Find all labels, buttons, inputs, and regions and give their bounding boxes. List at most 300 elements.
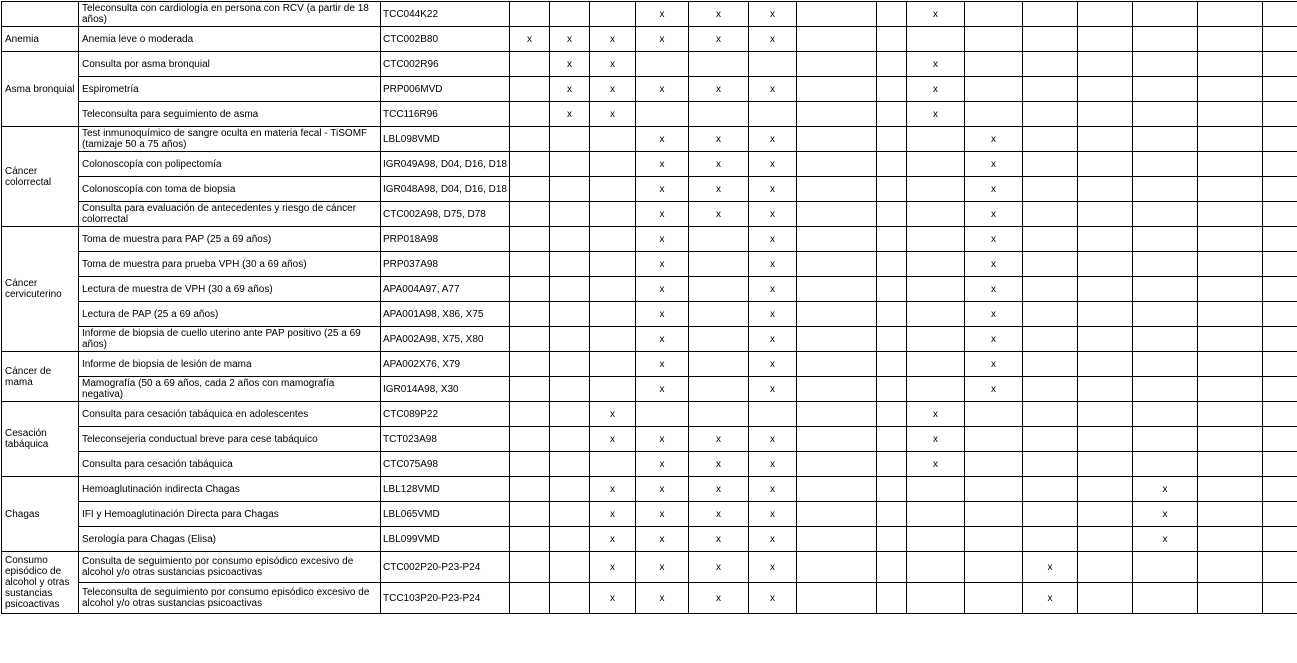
mark-cell (1198, 152, 1263, 177)
mark-cell: x (636, 202, 689, 227)
mark-cell (1133, 552, 1198, 583)
mark-cell (907, 352, 965, 377)
mark-cell (965, 52, 1023, 77)
code-cell: CTC002P20-P23-P24 (381, 552, 510, 583)
mark-cell: x (590, 477, 636, 502)
mark-cell (550, 477, 590, 502)
mark-cell: x (689, 152, 749, 177)
mark-cell (550, 402, 590, 427)
mark-cell (550, 552, 590, 583)
code-cell: APA004A97, A77 (381, 277, 510, 302)
code-cell: APA001A98, X86, X75 (381, 302, 510, 327)
mark-cell (1023, 352, 1078, 377)
mark-cell: x (749, 2, 797, 27)
practice-cell: Consulta para cesación tabáquica (79, 452, 381, 477)
mark-cell (1078, 102, 1133, 127)
mark-cell: x (550, 77, 590, 102)
table-row (2, 402, 1297, 427)
mark-cell (510, 152, 550, 177)
mark-cell (1263, 427, 1297, 452)
mark-cell: x (749, 77, 797, 102)
practice-cell: Informe de biopsia de cuello uterino ante PAP positivo (25 a 69 años) (79, 327, 381, 352)
table-row (2, 102, 1297, 127)
mark-cell (1023, 177, 1078, 202)
mark-cell: x (636, 427, 689, 452)
mark-cell (1263, 77, 1297, 102)
practice-cell: Lectura de PAP (25 a 69 años) (79, 302, 381, 327)
mark-cell (1133, 127, 1198, 152)
mark-cell (510, 52, 550, 77)
code-cell: TCC103P20-P23-P24 (381, 583, 510, 614)
mark-cell (1263, 252, 1297, 277)
mark-cell (1023, 27, 1078, 52)
mark-cell (797, 52, 877, 77)
mark-cell: x (590, 583, 636, 614)
mark-cell (965, 102, 1023, 127)
mark-cell (1198, 402, 1263, 427)
mark-cell (1133, 302, 1198, 327)
mark-cell (1198, 127, 1263, 152)
mark-cell: x (907, 2, 965, 27)
mark-cell: x (590, 552, 636, 583)
mark-cell (749, 52, 797, 77)
mark-cell: x (907, 452, 965, 477)
mark-cell (1263, 152, 1297, 177)
mark-cell (965, 427, 1023, 452)
mark-cell (1263, 52, 1297, 77)
mark-cell (797, 452, 877, 477)
mark-cell (1198, 102, 1263, 127)
mark-cell (877, 2, 907, 27)
mark-cell (877, 502, 907, 527)
mark-cell (1023, 52, 1078, 77)
mark-cell (510, 527, 550, 552)
mark-cell (510, 402, 550, 427)
mark-cell (965, 2, 1023, 27)
mark-cell (1133, 102, 1198, 127)
table-row (2, 2, 1297, 27)
mark-cell (1133, 352, 1198, 377)
mark-cell: x (749, 477, 797, 502)
code-cell: PRP006MVD (381, 77, 510, 102)
mark-cell (1023, 527, 1078, 552)
mark-cell (1078, 402, 1133, 427)
mark-cell (1198, 477, 1263, 502)
mark-cell (590, 352, 636, 377)
mark-cell (550, 377, 590, 402)
mark-cell (749, 102, 797, 127)
mark-cell (1023, 102, 1078, 127)
mark-cell (550, 583, 590, 614)
mark-cell (1023, 477, 1078, 502)
mark-cell (1023, 252, 1078, 277)
mark-cell (1023, 427, 1078, 452)
practice-cell: Espirometría (79, 77, 381, 102)
mark-cell (797, 127, 877, 152)
mark-cell: x (689, 527, 749, 552)
mark-cell: x (1133, 502, 1198, 527)
mark-cell: x (636, 277, 689, 302)
mark-cell: x (636, 177, 689, 202)
mark-cell: x (636, 352, 689, 377)
mark-cell: x (749, 202, 797, 227)
group-label (2, 2, 79, 27)
mark-cell (689, 402, 749, 427)
practice-cell: Toma de muestra para prueba VPH (30 a 69 años) (79, 252, 381, 277)
mark-cell (510, 377, 550, 402)
mark-cell (1133, 152, 1198, 177)
mark-cell: x (590, 527, 636, 552)
mark-cell: x (689, 2, 749, 27)
mark-cell (1263, 402, 1297, 427)
mark-cell (907, 127, 965, 152)
mark-cell: x (965, 177, 1023, 202)
mark-cell: x (689, 502, 749, 527)
group-label: Chagas (2, 477, 79, 552)
mark-cell (550, 227, 590, 252)
mark-cell: x (749, 152, 797, 177)
mark-cell: x (965, 152, 1023, 177)
mark-cell (1198, 452, 1263, 477)
mark-cell (907, 327, 965, 352)
code-cell: APA002X76, X79 (381, 352, 510, 377)
mark-cell (1133, 2, 1198, 27)
mark-cell (1133, 402, 1198, 427)
mark-cell (1078, 202, 1133, 227)
mark-cell (510, 177, 550, 202)
mark-cell (1133, 227, 1198, 252)
mark-cell (510, 127, 550, 152)
practice-cell: IFI y Hemoaglutinación Directa para Chagas (79, 502, 381, 527)
mark-cell (877, 277, 907, 302)
mark-cell (636, 52, 689, 77)
code-cell: CTC002A98, D75, D78 (381, 202, 510, 227)
mark-cell (1198, 227, 1263, 252)
code-cell: TCT023A98 (381, 427, 510, 452)
mark-cell (1078, 252, 1133, 277)
table-row (2, 452, 1297, 477)
mark-cell (590, 327, 636, 352)
mark-cell (1133, 52, 1198, 77)
mark-cell: x (550, 102, 590, 127)
mark-cell (1263, 2, 1297, 27)
table-row (2, 352, 1297, 377)
mark-cell (590, 2, 636, 27)
mark-cell (1078, 327, 1133, 352)
table-row (2, 252, 1297, 277)
mark-cell (689, 277, 749, 302)
mark-cell (590, 452, 636, 477)
mark-cell (1198, 52, 1263, 77)
mark-cell (550, 277, 590, 302)
mark-cell: x (689, 127, 749, 152)
mark-cell (1198, 2, 1263, 27)
mark-cell (1023, 227, 1078, 252)
mark-cell (907, 502, 965, 527)
mark-cell (797, 402, 877, 427)
group-label: Cáncer colorrectal (2, 127, 79, 227)
mark-cell (1263, 352, 1297, 377)
mark-cell (590, 152, 636, 177)
mark-cell (797, 102, 877, 127)
mark-cell: x (965, 252, 1023, 277)
mark-cell (590, 377, 636, 402)
mark-cell: x (1133, 527, 1198, 552)
mark-cell: x (965, 277, 1023, 302)
mark-cell: x (749, 27, 797, 52)
code-cell: IGR014A98, X30 (381, 377, 510, 402)
mark-cell: x (689, 552, 749, 583)
mark-cell (510, 502, 550, 527)
mark-cell (1023, 402, 1078, 427)
table-row (2, 377, 1297, 402)
mark-cell: x (689, 452, 749, 477)
practice-cell: Consulta de seguimiento por consumo episódico excesivo de alcohol y/o otras sustancias psicoactivas (79, 552, 381, 583)
mark-cell (510, 477, 550, 502)
mark-cell (550, 152, 590, 177)
mark-cell: x (510, 27, 550, 52)
mark-cell (1133, 427, 1198, 452)
mark-cell (1023, 152, 1078, 177)
mark-cell: x (590, 102, 636, 127)
mark-cell (1078, 227, 1133, 252)
mark-cell: x (590, 402, 636, 427)
mark-cell (965, 502, 1023, 527)
mark-cell (590, 302, 636, 327)
mark-cell (1078, 27, 1133, 52)
mark-cell (510, 427, 550, 452)
mark-cell (510, 227, 550, 252)
mark-cell: x (636, 227, 689, 252)
mark-cell (510, 102, 550, 127)
mark-cell (550, 177, 590, 202)
mark-cell (1133, 452, 1198, 477)
mark-cell (877, 327, 907, 352)
table-row (2, 27, 1297, 52)
mark-cell (965, 452, 1023, 477)
practice-cell: Teleconsulta con cardiología en persona con RCV (a partir de 18 años) (79, 2, 381, 27)
mark-cell (797, 583, 877, 614)
mark-cell: x (550, 27, 590, 52)
mark-cell (797, 227, 877, 252)
mark-cell (1078, 427, 1133, 452)
mark-cell (1023, 502, 1078, 527)
mark-cell (797, 427, 877, 452)
mark-cell (907, 27, 965, 52)
mark-cell (1198, 77, 1263, 102)
mark-cell: x (749, 552, 797, 583)
mark-cell: x (1023, 552, 1078, 583)
mark-cell (550, 252, 590, 277)
code-cell: LBL098VMD (381, 127, 510, 152)
practice-cell: Informe de biopsia de lesión de mama (79, 352, 381, 377)
mark-cell (1078, 352, 1133, 377)
code-cell: IGR049A98, D04, D16, D18 (381, 152, 510, 177)
mark-cell (1078, 152, 1133, 177)
mark-cell (1078, 477, 1133, 502)
mark-cell (1023, 302, 1078, 327)
mark-cell (797, 252, 877, 277)
practice-cell: Teleconsejeria conductual breve para cese tabáquico (79, 427, 381, 452)
mark-cell: x (965, 127, 1023, 152)
mark-cell: x (636, 152, 689, 177)
mark-cell: x (636, 477, 689, 502)
code-cell: PRP018A98 (381, 227, 510, 252)
mark-cell: x (636, 583, 689, 614)
table-row (2, 202, 1297, 227)
mark-cell: x (907, 77, 965, 102)
mark-cell (1198, 583, 1263, 614)
mark-cell: x (965, 352, 1023, 377)
practice-cell: Colonoscopía con polipectomía (79, 152, 381, 177)
mark-cell (689, 327, 749, 352)
mark-cell: x (636, 252, 689, 277)
mark-cell: x (965, 202, 1023, 227)
mark-cell (877, 527, 907, 552)
mark-cell: x (749, 427, 797, 452)
code-cell: LBL128VMD (381, 477, 510, 502)
mark-cell (907, 202, 965, 227)
mark-cell (1263, 327, 1297, 352)
table-row (2, 152, 1297, 177)
mark-cell (1198, 277, 1263, 302)
mark-cell (1023, 327, 1078, 352)
practice-cell: Hemoaglutinación indirecta Chagas (79, 477, 381, 502)
mark-cell (1023, 277, 1078, 302)
mark-cell (1198, 527, 1263, 552)
mark-cell (550, 427, 590, 452)
table-row (2, 583, 1297, 614)
mark-cell: x (749, 277, 797, 302)
code-cell: CTC075A98 (381, 452, 510, 477)
mark-cell (797, 277, 877, 302)
mark-cell: x (689, 27, 749, 52)
mark-cell (1263, 477, 1297, 502)
mark-cell (550, 502, 590, 527)
mark-cell (1023, 127, 1078, 152)
mark-cell (877, 177, 907, 202)
mark-cell (1133, 377, 1198, 402)
mark-cell (550, 352, 590, 377)
mark-cell (510, 352, 550, 377)
table-row (2, 427, 1297, 452)
mark-cell: x (636, 127, 689, 152)
mark-cell (510, 302, 550, 327)
mark-cell (1078, 177, 1133, 202)
mark-cell (1078, 452, 1133, 477)
mark-cell (907, 302, 965, 327)
table-row (2, 527, 1297, 552)
mark-cell: x (636, 27, 689, 52)
mark-cell (877, 252, 907, 277)
practice-cell: Consulta para evaluación de antecedentes y riesgo de cáncer colorrectal (79, 202, 381, 227)
mark-cell: x (636, 502, 689, 527)
mark-cell (550, 452, 590, 477)
mark-cell (1198, 427, 1263, 452)
mark-cell (749, 402, 797, 427)
mark-cell (907, 377, 965, 402)
mark-cell (877, 102, 907, 127)
mark-cell: x (1023, 583, 1078, 614)
mark-cell (1198, 327, 1263, 352)
mark-cell (1263, 583, 1297, 614)
mark-cell (797, 502, 877, 527)
mark-cell (877, 427, 907, 452)
group-label: Cáncer de mama (2, 352, 79, 402)
mark-cell (1198, 202, 1263, 227)
mark-cell (907, 477, 965, 502)
mark-cell (965, 583, 1023, 614)
mark-cell (1263, 227, 1297, 252)
mark-cell (877, 77, 907, 102)
mark-cell (907, 552, 965, 583)
mark-cell: x (749, 327, 797, 352)
mark-cell (689, 377, 749, 402)
mark-cell (907, 527, 965, 552)
code-cell: LBL099VMD (381, 527, 510, 552)
mark-cell (1198, 377, 1263, 402)
mark-cell (1198, 177, 1263, 202)
mark-cell (550, 302, 590, 327)
mark-cell (1078, 552, 1133, 583)
group-label: Asma bronquial (2, 52, 79, 127)
group-label: Anemia (2, 27, 79, 52)
practice-cell: Toma de muestra para PAP (25 a 69 años) (79, 227, 381, 252)
mark-cell: x (749, 502, 797, 527)
mark-cell (907, 177, 965, 202)
mark-cell (1078, 527, 1133, 552)
mark-cell (797, 352, 877, 377)
mark-cell (797, 377, 877, 402)
practice-cell: Anemia leve o moderada (79, 27, 381, 52)
mark-cell (1078, 77, 1133, 102)
code-cell: LBL065VMD (381, 502, 510, 527)
group-label: Consumo episódico de alcohol y otras sustancias psicoactivas (2, 552, 79, 614)
mark-cell (1198, 552, 1263, 583)
mark-cell (1023, 77, 1078, 102)
mark-cell (510, 252, 550, 277)
mark-cell: x (965, 302, 1023, 327)
mark-cell (877, 302, 907, 327)
mark-cell (1263, 502, 1297, 527)
mark-cell (550, 327, 590, 352)
mark-cell (1263, 377, 1297, 402)
mark-cell (877, 352, 907, 377)
table-row (2, 127, 1297, 152)
mark-cell (590, 277, 636, 302)
mark-cell (1078, 2, 1133, 27)
mark-cell (1263, 302, 1297, 327)
mark-cell (590, 202, 636, 227)
mark-cell (877, 402, 907, 427)
table-row (2, 302, 1297, 327)
mark-cell: x (636, 77, 689, 102)
mark-cell (590, 177, 636, 202)
mark-cell (965, 527, 1023, 552)
mark-cell: x (749, 177, 797, 202)
mark-cell (550, 202, 590, 227)
prestaciones-table (1, 1, 1297, 614)
mark-cell (797, 2, 877, 27)
mark-cell (550, 127, 590, 152)
table-row (2, 227, 1297, 252)
mark-cell: x (636, 377, 689, 402)
mark-cell: x (907, 427, 965, 452)
mark-cell (797, 27, 877, 52)
mark-cell (965, 77, 1023, 102)
mark-cell (1078, 127, 1133, 152)
mark-cell: x (907, 52, 965, 77)
